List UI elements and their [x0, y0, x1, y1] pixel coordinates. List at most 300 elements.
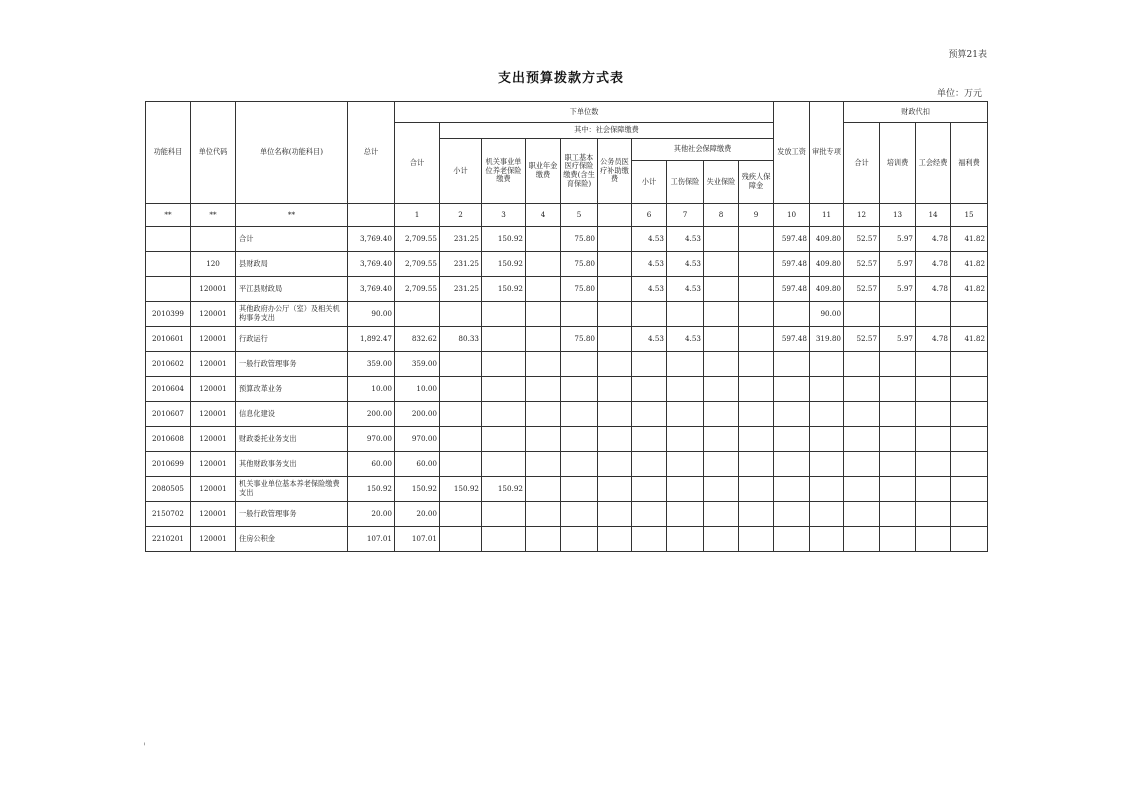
value-cell: [667, 427, 704, 452]
value-cell: [951, 527, 988, 552]
unit-name-cell: 财政委托业务支出: [236, 427, 348, 452]
index-cell: 4: [526, 204, 561, 227]
value-cell: [739, 452, 774, 477]
value-cell: [482, 502, 526, 527]
index-cell: 8: [704, 204, 739, 227]
budget-table: [145, 101, 988, 552]
value-cell: [561, 302, 598, 327]
header-func-code: 功能科目: [146, 102, 191, 204]
header-disabled: 残疾人保障金: [739, 161, 774, 204]
value-cell: 150.92: [348, 477, 395, 502]
value-cell: 107.01: [348, 527, 395, 552]
value-cell: [844, 502, 880, 527]
value-cell: [880, 402, 916, 427]
table-row: [146, 252, 988, 277]
value-cell: [482, 352, 526, 377]
value-cell: [632, 302, 667, 327]
value-cell: [632, 402, 667, 427]
value-cell: [526, 277, 561, 302]
value-cell: 231.25: [440, 227, 482, 252]
func-code-cell: 2080505: [146, 477, 191, 502]
value-cell: 41.82: [951, 327, 988, 352]
value-cell: [880, 502, 916, 527]
value-cell: [526, 377, 561, 402]
table-row: [146, 327, 988, 352]
value-cell: [598, 377, 632, 402]
value-cell: 150.92: [482, 252, 526, 277]
table-row: [146, 377, 988, 402]
value-cell: [704, 427, 739, 452]
table-row: [146, 502, 988, 527]
value-cell: [774, 402, 810, 427]
index-cell: **: [146, 204, 191, 227]
index-row: [146, 204, 988, 227]
value-cell: [561, 527, 598, 552]
value-cell: 52.57: [844, 252, 880, 277]
value-cell: 4.53: [667, 327, 704, 352]
value-cell: [880, 302, 916, 327]
value-cell: 52.57: [844, 227, 880, 252]
value-cell: [951, 352, 988, 377]
value-cell: [951, 452, 988, 477]
value-cell: 200.00: [348, 402, 395, 427]
value-cell: [810, 427, 844, 452]
value-cell: [844, 477, 880, 502]
index-cell: 1: [395, 204, 440, 227]
value-cell: 107.01: [395, 527, 440, 552]
value-cell: [440, 527, 482, 552]
value-cell: [739, 377, 774, 402]
value-cell: [598, 527, 632, 552]
value-cell: 80.33: [440, 327, 482, 352]
value-cell: [632, 527, 667, 552]
header-agent: 财政代扣: [844, 102, 988, 123]
unit-name-cell: 一般行政管理事务: [236, 502, 348, 527]
value-cell: 4.78: [916, 252, 951, 277]
value-cell: [667, 302, 704, 327]
value-cell: [598, 477, 632, 502]
value-cell: [951, 402, 988, 427]
value-cell: [704, 377, 739, 402]
value-cell: [774, 302, 810, 327]
func-code-cell: 2010607: [146, 402, 191, 427]
value-cell: [598, 352, 632, 377]
header-unemployment: 失业保险: [704, 161, 739, 204]
value-cell: 2,709.55: [395, 252, 440, 277]
value-cell: [526, 227, 561, 252]
value-cell: 832.62: [395, 327, 440, 352]
value-cell: 4.53: [667, 277, 704, 302]
value-cell: [667, 352, 704, 377]
index-cell: **: [236, 204, 348, 227]
index-cell: 14: [916, 204, 951, 227]
value-cell: [598, 277, 632, 302]
value-cell: [632, 452, 667, 477]
unit-name-cell: 合计: [236, 227, 348, 252]
func-code-cell: 2010602: [146, 352, 191, 377]
unit-name-cell: 其他政府办公厅（室）及相关机构事务支出: [236, 302, 348, 327]
value-cell: [916, 527, 951, 552]
value-cell: [667, 452, 704, 477]
table-row: [146, 277, 988, 302]
value-cell: 409.80: [810, 252, 844, 277]
value-cell: 75.80: [561, 327, 598, 352]
value-cell: [739, 352, 774, 377]
value-cell: [916, 377, 951, 402]
value-cell: 5.97: [880, 252, 916, 277]
value-cell: [844, 352, 880, 377]
value-cell: [704, 327, 739, 352]
value-cell: [526, 452, 561, 477]
index-cell: [348, 204, 395, 227]
unit-name-cell: 其他财政事务支出: [236, 452, 348, 477]
value-cell: [526, 427, 561, 452]
value-cell: [704, 402, 739, 427]
unit-name-cell: 预算改革业务: [236, 377, 348, 402]
value-cell: 597.48: [774, 252, 810, 277]
value-cell: [844, 452, 880, 477]
index-cell: 3: [482, 204, 526, 227]
func-code-cell: 2010608: [146, 427, 191, 452]
value-cell: [810, 502, 844, 527]
value-cell: 970.00: [348, 427, 395, 452]
value-cell: [739, 302, 774, 327]
value-cell: [810, 352, 844, 377]
value-cell: 231.25: [440, 277, 482, 302]
value-cell: [482, 527, 526, 552]
value-cell: [526, 402, 561, 427]
value-cell: [704, 527, 739, 552]
value-cell: 5.97: [880, 327, 916, 352]
table-row: [146, 302, 988, 327]
value-cell: 75.80: [561, 252, 598, 277]
value-cell: 90.00: [810, 302, 844, 327]
value-cell: [774, 427, 810, 452]
header-welfare: 福利费: [951, 123, 988, 204]
value-cell: 10.00: [395, 377, 440, 402]
value-cell: 319.80: [810, 327, 844, 352]
value-cell: 5.97: [880, 227, 916, 252]
unit-code-cell: [191, 227, 236, 252]
value-cell: [880, 527, 916, 552]
header-total: 总计: [348, 102, 395, 204]
index-cell: 15: [951, 204, 988, 227]
value-cell: [632, 377, 667, 402]
unit-code-cell: 120001: [191, 427, 236, 452]
table-row: [146, 527, 988, 552]
value-cell: 52.57: [844, 327, 880, 352]
value-cell: [951, 477, 988, 502]
index-cell: 2: [440, 204, 482, 227]
value-cell: 90.00: [348, 302, 395, 327]
index-cell: 6: [632, 204, 667, 227]
value-cell: 60.00: [348, 452, 395, 477]
value-cell: 4.53: [667, 227, 704, 252]
func-code-cell: 2010699: [146, 452, 191, 477]
header-agent-total: 合计: [844, 123, 880, 204]
table-row: [146, 352, 988, 377]
value-cell: [561, 402, 598, 427]
value-cell: [739, 227, 774, 252]
unit-name-cell: 住房公积金: [236, 527, 348, 552]
value-cell: 3,769.40: [348, 227, 395, 252]
value-cell: [810, 402, 844, 427]
table-row: [146, 227, 988, 252]
index-cell: 11: [810, 204, 844, 227]
value-cell: [526, 252, 561, 277]
value-cell: [739, 327, 774, 352]
value-cell: [844, 302, 880, 327]
value-cell: [526, 477, 561, 502]
value-cell: [598, 227, 632, 252]
value-cell: [598, 302, 632, 327]
value-cell: 4.53: [667, 252, 704, 277]
value-cell: [774, 477, 810, 502]
value-cell: [704, 227, 739, 252]
unit-code-cell: 120001: [191, 452, 236, 477]
index-cell: 5: [561, 204, 598, 227]
value-cell: [561, 427, 598, 452]
header-unit-code: 单位代码: [191, 102, 236, 204]
unit-name-cell: 行政运行: [236, 327, 348, 352]
document-code: 预算21表: [948, 50, 987, 60]
value-cell: [482, 402, 526, 427]
value-cell: [916, 452, 951, 477]
index-cell: 9: [739, 204, 774, 227]
func-code-cell: 2010399: [146, 302, 191, 327]
value-cell: [440, 452, 482, 477]
value-cell: [704, 352, 739, 377]
value-cell: 4.78: [916, 277, 951, 302]
value-cell: [844, 527, 880, 552]
header-small-total: 小计: [440, 139, 482, 204]
value-cell: 150.92: [482, 227, 526, 252]
value-cell: [667, 527, 704, 552]
value-cell: [844, 427, 880, 452]
value-cell: 2,709.55: [395, 277, 440, 302]
value-cell: [632, 502, 667, 527]
header-occupational: 职业年金缴费: [526, 139, 561, 204]
value-cell: [774, 377, 810, 402]
header-other-small: 小计: [632, 161, 667, 204]
value-cell: [951, 302, 988, 327]
value-cell: [951, 427, 988, 452]
index-cell: **: [191, 204, 236, 227]
value-cell: [440, 402, 482, 427]
value-cell: [880, 477, 916, 502]
unit-label: 单位：万元: [936, 89, 982, 99]
value-cell: [951, 502, 988, 527]
header-lower-units: 下单位数: [395, 102, 774, 123]
index-cell: 13: [880, 204, 916, 227]
index-cell: 7: [667, 204, 704, 227]
value-cell: [774, 452, 810, 477]
value-cell: 3,769.40: [348, 277, 395, 302]
header-subtotal: 合计: [395, 123, 440, 204]
value-cell: 970.00: [395, 427, 440, 452]
value-cell: [482, 427, 526, 452]
unit-code-cell: 120001: [191, 352, 236, 377]
value-cell: [951, 377, 988, 402]
value-cell: 150.92: [395, 477, 440, 502]
value-cell: 4.78: [916, 227, 951, 252]
value-cell: 150.92: [440, 477, 482, 502]
value-cell: [482, 452, 526, 477]
index-cell: 10: [774, 204, 810, 227]
value-cell: 10.00: [348, 377, 395, 402]
unit-code-cell: 120001: [191, 327, 236, 352]
value-cell: 75.80: [561, 227, 598, 252]
value-cell: 409.80: [810, 227, 844, 252]
value-cell: [704, 277, 739, 302]
value-cell: 5.97: [880, 277, 916, 302]
value-cell: [704, 477, 739, 502]
value-cell: [561, 477, 598, 502]
unit-code-cell: 120001: [191, 377, 236, 402]
value-cell: [561, 377, 598, 402]
header-injury: 工伤保险: [667, 161, 704, 204]
value-cell: [526, 527, 561, 552]
value-cell: [916, 427, 951, 452]
value-cell: [395, 302, 440, 327]
value-cell: [774, 352, 810, 377]
value-cell: [667, 477, 704, 502]
value-cell: 3,769.40: [348, 252, 395, 277]
header-other-social: 其他社会保障缴费: [632, 139, 774, 161]
index-cell: 12: [844, 204, 880, 227]
page-title: 支出预算拨款方式表: [497, 71, 624, 86]
value-cell: [739, 277, 774, 302]
value-cell: [632, 477, 667, 502]
value-cell: [598, 327, 632, 352]
value-cell: [774, 527, 810, 552]
value-cell: [440, 427, 482, 452]
value-cell: 200.00: [395, 402, 440, 427]
value-cell: [561, 502, 598, 527]
value-cell: [844, 377, 880, 402]
value-cell: [526, 502, 561, 527]
func-code-cell: 2150702: [146, 502, 191, 527]
header-approved: 审批专项: [810, 102, 844, 204]
value-cell: [598, 252, 632, 277]
header-civil-medical: 公务员医疗补助缴费: [598, 139, 632, 204]
unit-code-cell: 120001: [191, 277, 236, 302]
value-cell: [704, 452, 739, 477]
func-code-cell: [146, 252, 191, 277]
value-cell: [810, 377, 844, 402]
value-cell: 20.00: [395, 502, 440, 527]
unit-code-cell: 120001: [191, 402, 236, 427]
value-cell: [739, 527, 774, 552]
value-cell: [774, 502, 810, 527]
value-cell: 597.48: [774, 277, 810, 302]
value-cell: [739, 477, 774, 502]
func-code-cell: 2210201: [146, 527, 191, 552]
header-medical: 职工基本医疗保险缴费(含生育保险): [561, 139, 598, 204]
value-cell: [810, 452, 844, 477]
value-cell: [667, 402, 704, 427]
value-cell: [598, 427, 632, 452]
unit-name-cell: 机关事业单位基本养老保险缴费支出: [236, 477, 348, 502]
value-cell: [916, 302, 951, 327]
value-cell: [561, 352, 598, 377]
unit-code-cell: 120001: [191, 302, 236, 327]
table-row: [146, 477, 988, 502]
header-salary: 发放工资: [774, 102, 810, 204]
value-cell: 20.00: [348, 502, 395, 527]
value-cell: [667, 502, 704, 527]
value-cell: [739, 402, 774, 427]
value-cell: [704, 502, 739, 527]
value-cell: 41.82: [951, 277, 988, 302]
index-cell: [598, 204, 632, 227]
value-cell: [598, 452, 632, 477]
unit-code-cell: 120001: [191, 527, 236, 552]
value-cell: [739, 427, 774, 452]
scan-mark: ': [143, 742, 146, 753]
value-cell: 52.57: [844, 277, 880, 302]
value-cell: [739, 252, 774, 277]
unit-name-cell: 一般行政管理事务: [236, 352, 348, 377]
value-cell: [704, 302, 739, 327]
value-cell: [440, 502, 482, 527]
value-cell: [667, 377, 704, 402]
value-cell: [880, 377, 916, 402]
value-cell: 4.53: [632, 327, 667, 352]
unit-name-cell: 平江县财政局: [236, 277, 348, 302]
value-cell: [880, 452, 916, 477]
value-cell: 75.80: [561, 277, 598, 302]
value-cell: 150.92: [482, 477, 526, 502]
value-cell: [482, 327, 526, 352]
value-cell: [632, 352, 667, 377]
value-cell: [526, 352, 561, 377]
value-cell: [440, 377, 482, 402]
value-cell: [440, 352, 482, 377]
func-code-cell: [146, 227, 191, 252]
value-cell: 150.92: [482, 277, 526, 302]
value-cell: [482, 377, 526, 402]
table-row: [146, 402, 988, 427]
value-cell: 409.80: [810, 277, 844, 302]
func-code-cell: 2010601: [146, 327, 191, 352]
header-pension: 机关事业单位养老保险缴费: [482, 139, 526, 204]
value-cell: 2,709.55: [395, 227, 440, 252]
value-cell: 60.00: [395, 452, 440, 477]
func-code-cell: 2010604: [146, 377, 191, 402]
header-training: 培训费: [880, 123, 916, 204]
value-cell: [916, 402, 951, 427]
func-code-cell: [146, 277, 191, 302]
unit-code-cell: 120001: [191, 477, 236, 502]
unit-name-cell: 县财政局: [236, 252, 348, 277]
unit-code-cell: 120001: [191, 502, 236, 527]
value-cell: [880, 427, 916, 452]
value-cell: 4.78: [916, 327, 951, 352]
value-cell: 4.53: [632, 252, 667, 277]
value-cell: 41.82: [951, 252, 988, 277]
value-cell: [916, 477, 951, 502]
value-cell: 41.82: [951, 227, 988, 252]
value-cell: 597.48: [774, 227, 810, 252]
unit-code-cell: 120: [191, 252, 236, 277]
value-cell: 359.00: [348, 352, 395, 377]
value-cell: 231.25: [440, 252, 482, 277]
value-cell: [880, 352, 916, 377]
value-cell: [561, 452, 598, 477]
value-cell: [739, 502, 774, 527]
value-cell: [916, 352, 951, 377]
